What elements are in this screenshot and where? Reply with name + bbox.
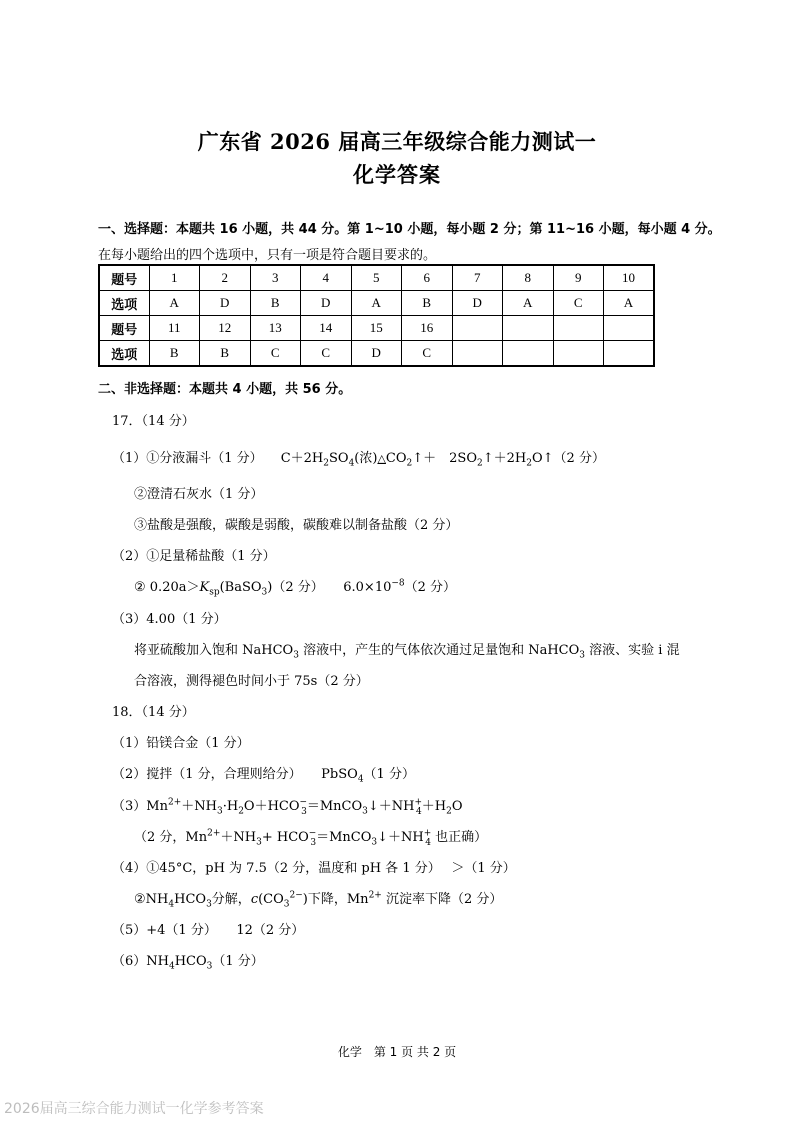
q18-part6: $(6)NH_4HCO_3(1$ 分） xyxy=(112,954,264,972)
section2-intro: 二、非选择题：本题共 4 小题，共 56 分。 xyxy=(98,382,352,397)
q17-heading: 17．（14 分） xyxy=(112,414,195,429)
answer-cell: B xyxy=(250,291,301,316)
answer-cell xyxy=(604,341,655,367)
answer-cell: B xyxy=(402,291,453,316)
q17-part1-line3: ③盐酸是强酸，碳酸是弱酸，碳酸难以制备盐酸（2 分） xyxy=(134,518,459,533)
answer-cell: A xyxy=(351,291,402,316)
answer-cell: C xyxy=(250,341,301,367)
question-number: 2 xyxy=(200,265,251,291)
q18-part2: （2）搅拌（1 分，合理则给分） PbSO$_4$（1 分） xyxy=(112,767,415,785)
answer-cell: C xyxy=(301,341,352,367)
section1-intro: 一、选择题：本题共 16 小题，共 44 分。第 1~10 小题，每小题 2 分；第 11~16 小题，每小题 4 分。 xyxy=(98,222,721,237)
question-number: 1 xyxy=(149,265,200,291)
answer-cell: B xyxy=(200,341,251,367)
answer-cell xyxy=(452,341,503,367)
question-number: 7 xyxy=(452,265,503,291)
answer-cell: A xyxy=(604,291,655,316)
q18-part4-line1: （4）①45°C，pH 为 7.5（2 分，温度和 pH 各 1 分） ＞（1 分） xyxy=(112,861,516,876)
answer-cell: B xyxy=(149,341,200,367)
question-number xyxy=(604,316,655,341)
row-label-option: 选项 xyxy=(99,291,149,316)
question-number: 9 xyxy=(553,265,604,291)
table-row xyxy=(99,265,654,291)
question-number: 4 xyxy=(301,265,352,291)
answer-cell: D xyxy=(452,291,503,316)
watermark: 2026届高三综合能力测试一化学参考答案 xyxy=(4,1101,264,1117)
answer-cell xyxy=(553,341,604,367)
question-number xyxy=(452,316,503,341)
table-row xyxy=(99,316,654,341)
answer-cell: A xyxy=(149,291,200,316)
table-row xyxy=(99,291,654,316)
question-number: 16 xyxy=(402,316,453,341)
answer-cell: A xyxy=(503,291,554,316)
answer-cell: D xyxy=(351,341,402,367)
row-label-number: 题号 xyxy=(99,265,149,291)
answer-cell: D xyxy=(301,291,352,316)
q17-part2-line1: （2）①足量稀盐酸（1 分） xyxy=(112,549,276,564)
question-number: 12 xyxy=(200,316,251,341)
q17-part3-line2: 将亚硫酸加入饱和 NaHCO$_3$ 溶液中，产生的气体依次通过足量饱和 NaHCO$_3$ 溶液、实验 i 混 xyxy=(134,643,680,661)
question-number: 13 xyxy=(250,316,301,341)
table-row xyxy=(99,341,654,367)
q18-part4-line2: $②NH_4HCO_3$分解，$c(CO_3^{2-})$下降，$Mn^{2+}$ 沉淀率下降（2 分） xyxy=(134,890,503,910)
question-number xyxy=(553,316,604,341)
question-number xyxy=(503,316,554,341)
q18-part5: （5）+4（1 分） 12（2 分） xyxy=(112,923,305,938)
question-number: 15 xyxy=(351,316,402,341)
answer-cell: C xyxy=(402,341,453,367)
q17-part3-line1: （3）4.00（1 分） xyxy=(112,612,227,627)
q17-part1-line2: ②澄清石灰水（1 分） xyxy=(134,487,264,502)
section1-instruction: 在每小题给出的四个选项中，只有一项是符合题目要求的。 xyxy=(98,248,437,263)
question-number: 8 xyxy=(503,265,554,291)
answer-table xyxy=(98,264,655,367)
q17-part3-line3: 合溶液，测得褪色时间小于 75s（2 分） xyxy=(134,674,369,689)
page-footer: 化学 第 1 页 共 2 页 xyxy=(337,1045,457,1059)
question-number: 11 xyxy=(149,316,200,341)
q18-heading: 18．（14 分） xyxy=(112,705,195,720)
row-label-option: 选项 xyxy=(99,341,149,367)
q17-part1-line1: （1）①分液漏斗（1 分） $C+2H_2SO_4$(浓)$\triangle CO_2↑+$ $2SO_2↑+2H_2O↑(2$ 分） xyxy=(112,451,605,469)
answer-cell: D xyxy=(200,291,251,316)
q18-part3-line2: （2 分，$Mn^{2+}+NH_3+$ $HCO^-_3=MnCO_3↓+NH^+_4$ 也正确） xyxy=(134,828,488,848)
question-number: 6 xyxy=(402,265,453,291)
question-number: 5 xyxy=(351,265,402,291)
question-number: 10 xyxy=(604,265,655,291)
answer-cell xyxy=(503,341,554,367)
q18-part1: （1）铅镁合金（1 分） xyxy=(112,736,250,751)
q18-part3-line1: $(3)Mn^{2+}+NH_3\cdot H_2O+HCO^-_3=MnCO_3↓+NH^+_4+H_2O$ xyxy=(112,797,463,817)
row-label-number: 题号 xyxy=(99,316,149,341)
answer-cell: C xyxy=(553,291,604,316)
document-title: 广东省 2026 届高三年级综合能力测试一 xyxy=(197,129,597,154)
q17-part2-line2: ② $0.20a>K_{sp}(BaSO_3)(2$ 分） $6.0\times 10^{-8}(2$ 分） xyxy=(134,578,457,598)
heat-symbol: △ xyxy=(377,452,386,465)
document-subtitle: 化学答案 xyxy=(353,162,441,187)
question-number: 14 xyxy=(301,316,352,341)
question-number: 3 xyxy=(250,265,301,291)
